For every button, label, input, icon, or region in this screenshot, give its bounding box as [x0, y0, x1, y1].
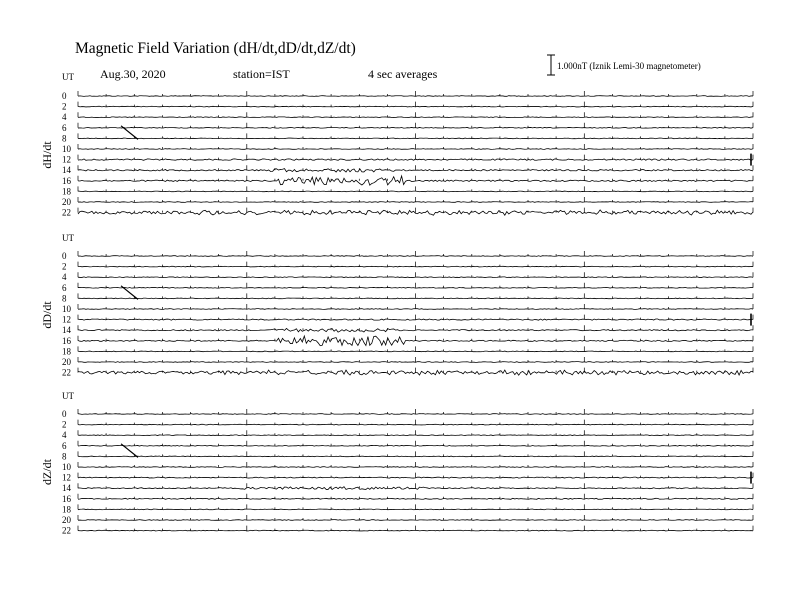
hour-ticks	[78, 420, 753, 425]
hour-ticks	[78, 272, 753, 277]
ut-label: UT	[62, 233, 74, 243]
trace-0	[78, 414, 753, 415]
row-label-8: 8	[62, 133, 67, 144]
hour-ticks	[78, 430, 753, 435]
row-label-20: 20	[62, 357, 71, 367]
trace-20	[78, 202, 753, 203]
panel-label: dZ/dt	[40, 459, 54, 485]
row-label-18: 18	[62, 346, 71, 357]
row-label-22: 22	[62, 367, 71, 378]
row-label-10: 10	[62, 462, 71, 472]
averaging-label: 4 sec averages	[368, 67, 438, 81]
hour-ticks	[78, 293, 753, 298]
row-label-22: 22	[62, 207, 71, 218]
hour-ticks	[78, 315, 753, 320]
row-label-6: 6	[62, 282, 67, 293]
panel-dH-dt	[40, 72, 753, 218]
hour-ticks	[78, 165, 753, 170]
row-label-4: 4	[62, 272, 67, 283]
hour-ticks	[78, 123, 753, 128]
trace-4	[78, 277, 753, 278]
hour-ticks	[78, 409, 753, 414]
hour-ticks	[78, 494, 753, 499]
row-label-14: 14	[62, 165, 71, 176]
panel-dZ-dt	[40, 391, 753, 536]
row-label-14: 14	[62, 325, 71, 336]
chart-date: Aug.30, 2020	[100, 67, 166, 81]
row-label-20: 20	[62, 515, 71, 525]
panels	[40, 72, 753, 536]
hour-ticks	[78, 186, 753, 191]
row-label-22: 22	[62, 525, 71, 536]
hour-ticks	[78, 262, 753, 267]
trace-10	[78, 467, 753, 468]
trace-10	[78, 309, 753, 310]
trace-22	[78, 530, 753, 531]
trace-8	[78, 138, 753, 139]
row-label-8: 8	[62, 451, 67, 462]
hour-ticks	[78, 451, 753, 456]
trace-2	[78, 266, 753, 267]
panel-label: dH/dt	[40, 141, 54, 169]
row-label-0: 0	[62, 409, 67, 419]
hour-ticks	[78, 483, 753, 488]
row-label-18: 18	[62, 504, 71, 515]
row-label-4: 4	[62, 112, 67, 123]
row-label-16: 16	[62, 335, 71, 346]
scale-bar-label: 1.000nT (Iznik Lemi-30 magnetometer)	[557, 61, 701, 71]
row-label-6: 6	[62, 122, 67, 133]
hour-ticks	[78, 515, 753, 520]
hour-ticks	[78, 91, 753, 96]
row-label-12: 12	[62, 314, 71, 325]
hour-ticks	[78, 325, 753, 330]
row-label-4: 4	[62, 430, 67, 441]
hour-ticks	[78, 346, 753, 351]
row-label-0: 0	[62, 251, 67, 261]
row-label-18: 18	[62, 186, 71, 197]
row-label-10: 10	[62, 304, 71, 314]
row-label-12: 12	[62, 472, 71, 483]
hour-ticks	[78, 504, 753, 509]
row-label-12: 12	[62, 154, 71, 165]
station-label: station=IST	[233, 67, 290, 81]
panel-label: dD/dt	[40, 301, 54, 329]
hour-ticks	[78, 251, 753, 256]
row-label-2: 2	[62, 101, 67, 112]
hour-ticks	[78, 197, 753, 202]
row-label-2: 2	[62, 261, 67, 272]
hour-ticks	[78, 473, 753, 478]
trace-4	[78, 435, 753, 436]
hour-ticks	[78, 357, 753, 362]
hour-ticks	[78, 526, 753, 531]
row-label-8: 8	[62, 293, 67, 304]
trace-18	[78, 191, 753, 192]
row-label-16: 16	[62, 493, 71, 504]
hour-ticks	[78, 144, 753, 149]
trace-2	[78, 424, 753, 425]
hour-ticks	[78, 441, 753, 446]
hour-ticks	[78, 112, 753, 117]
hour-ticks	[78, 102, 753, 107]
trace-4	[78, 117, 753, 118]
row-label-0: 0	[62, 91, 67, 101]
row-label-20: 20	[62, 197, 71, 207]
scale-bar	[547, 55, 701, 75]
row-label-16: 16	[62, 175, 71, 186]
row-label-6: 6	[62, 440, 67, 451]
ut-label: UT	[62, 72, 74, 82]
panel-dD-dt	[40, 233, 753, 378]
ut-label: UT	[62, 391, 74, 401]
row-label-14: 14	[62, 483, 71, 494]
row-label-2: 2	[62, 419, 67, 430]
row-label-10: 10	[62, 144, 71, 154]
chart-title: Magnetic Field Variation (dH/dt,dD/dt,dZ/dt)	[75, 40, 356, 57]
hour-ticks	[78, 462, 753, 467]
hour-ticks	[78, 304, 753, 309]
hour-ticks	[78, 283, 753, 288]
hour-ticks	[78, 133, 753, 138]
trace-6	[78, 127, 753, 128]
trace-8	[78, 298, 753, 299]
